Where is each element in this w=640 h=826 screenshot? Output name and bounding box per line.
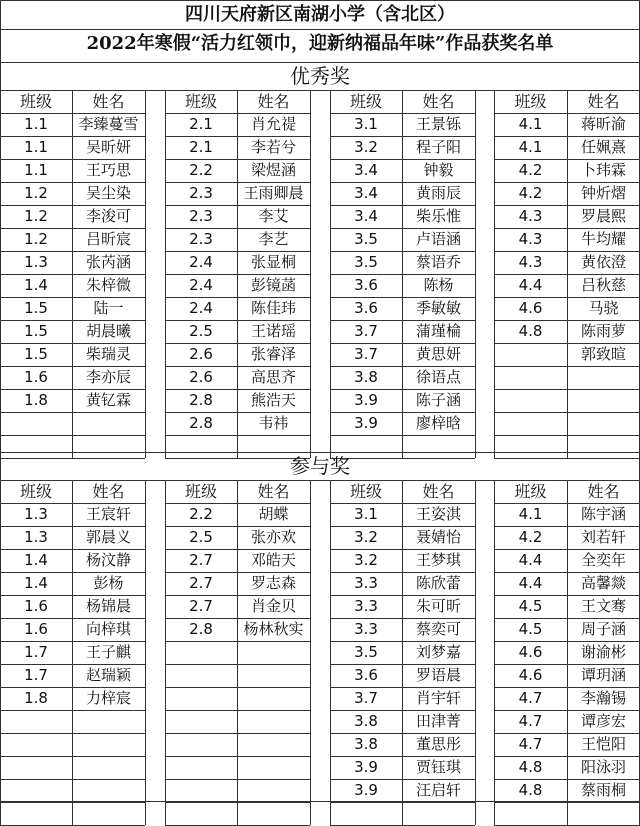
class-cell: 1.8 <box>24 689 48 707</box>
class-cell: 1.6 <box>24 620 48 638</box>
class-cell: 3.9 <box>354 781 378 799</box>
class-cell: 3.7 <box>354 689 378 707</box>
student-name-cell: 罗语晨 <box>415 666 461 684</box>
column-header-name: 姓名 <box>92 482 125 501</box>
class-cell: 2.5 <box>189 322 213 340</box>
class-cell: 3.7 <box>354 322 378 340</box>
class-cell: 1.4 <box>24 574 48 592</box>
grid-line <box>165 710 310 711</box>
grid-line <box>0 779 145 780</box>
student-name-cell: 胡晨曦 <box>85 322 131 340</box>
class-cell: 1.7 <box>24 666 48 684</box>
grid-line <box>494 366 640 367</box>
class-cell: 3.9 <box>354 391 378 409</box>
student-name-cell: 董思彤 <box>415 735 461 753</box>
student-name-cell: 谢渝彬 <box>580 643 626 661</box>
class-cell: 3.6 <box>354 276 378 294</box>
class-cell: 4.5 <box>518 597 543 615</box>
class-cell: 2.2 <box>189 161 213 179</box>
class-cell: 1.6 <box>24 368 48 386</box>
grid-line <box>165 779 310 780</box>
student-name-cell: 邓皓天 <box>250 551 296 569</box>
grid-line <box>165 435 310 436</box>
student-name-cell: 王宸轩 <box>85 505 131 523</box>
class-cell: 1.6 <box>24 597 48 615</box>
student-name-cell: 马骁 <box>588 299 619 317</box>
class-cell: 2.8 <box>189 414 213 432</box>
class-cell: 4.7 <box>518 712 543 730</box>
student-name-cell: 郭致暄 <box>580 345 626 363</box>
class-cell: 2.7 <box>189 597 213 615</box>
student-name-cell: 肖宇轩 <box>415 689 461 707</box>
class-cell: 4.8 <box>518 322 543 340</box>
grid-line <box>165 756 310 757</box>
column-header-class: 班级 <box>349 482 382 501</box>
student-name-cell: 朱梓微 <box>85 276 131 294</box>
class-cell: 2.4 <box>189 276 213 294</box>
grid-line <box>165 687 310 688</box>
student-name-cell: 刘梦嘉 <box>415 643 461 661</box>
student-name-cell: 全奕年 <box>580 551 626 569</box>
class-cell: 3.8 <box>354 368 378 386</box>
class-cell: 1.5 <box>24 345 48 363</box>
column-header-class: 班级 <box>184 482 217 501</box>
student-name-cell: 高馨燚 <box>580 574 626 592</box>
class-cell: 1.7 <box>24 643 48 661</box>
student-name-cell: 肖允禔 <box>250 115 296 133</box>
grid-line <box>0 756 145 757</box>
class-cell: 3.2 <box>354 551 378 569</box>
student-name-cell: 蒲瑾棆 <box>415 322 461 340</box>
class-cell: 1.5 <box>24 322 48 340</box>
student-name-cell: 谭玥涵 <box>580 666 626 684</box>
class-cell: 1.4 <box>24 276 48 294</box>
student-name-cell: 任姵熹 <box>580 138 626 156</box>
student-name-cell: 黄雨辰 <box>415 184 461 202</box>
student-name-cell: 韦祎 <box>258 414 289 432</box>
student-name-cell: 蔡雨桐 <box>580 781 626 799</box>
class-cell: 3.1 <box>354 115 378 133</box>
column-header-class: 班级 <box>514 482 547 501</box>
student-name-cell: 王梦琪 <box>415 551 461 569</box>
student-name-cell: 廖梓晗 <box>415 414 461 432</box>
grid-line <box>330 435 475 436</box>
student-name-cell: 柴乐惟 <box>415 207 461 225</box>
class-cell: 3.2 <box>354 528 378 546</box>
class-cell: 2.1 <box>189 115 213 133</box>
grid-line <box>165 664 310 665</box>
column-header-class: 班级 <box>514 92 547 111</box>
student-name-cell: 杨林秋实 <box>243 620 304 638</box>
class-cell: 2.8 <box>189 620 213 638</box>
class-cell: 2.6 <box>189 345 213 363</box>
class-cell: 4.3 <box>518 207 543 225</box>
grid-line <box>310 480 311 825</box>
student-name-cell: 罗晨熙 <box>580 207 626 225</box>
student-name-cell: 胡蝶 <box>258 505 289 523</box>
award-list-title: 2022年寒假“活力红领巾，迎新纳福品年味”作品获奖名单 <box>86 33 554 54</box>
class-cell: 3.9 <box>354 414 378 432</box>
class-cell <box>494 343 567 366</box>
grid-line <box>165 641 310 642</box>
student-name-cell: 钟炘熠 <box>580 184 626 202</box>
student-name-cell: 陈子涵 <box>415 391 461 409</box>
student-name-cell: 周子涵 <box>580 620 626 638</box>
student-name-cell: 柴瑞灵 <box>85 345 131 363</box>
class-cell: 1.3 <box>24 528 48 546</box>
student-name-cell: 卢语涵 <box>415 230 461 248</box>
class-cell: 2.4 <box>189 253 213 271</box>
class-cell: 3.3 <box>354 574 378 592</box>
student-name-cell: 王恺阳 <box>580 735 626 753</box>
class-cell: 4.7 <box>518 735 543 753</box>
student-name-cell: 季敏敏 <box>415 299 461 317</box>
student-name-cell: 蔡奕可 <box>415 620 461 638</box>
class-cell: 1.2 <box>24 230 48 248</box>
student-name-cell: 陈佳玮 <box>250 299 296 317</box>
student-name-cell: 朱可昕 <box>415 597 461 615</box>
student-name-cell: 吴尘染 <box>85 184 131 202</box>
class-cell: 3.7 <box>354 345 378 363</box>
class-cell: 3.5 <box>354 230 378 248</box>
grid-line <box>494 802 640 803</box>
class-cell: 1.2 <box>24 207 48 225</box>
student-name-cell: 李艺 <box>258 230 289 248</box>
class-cell: 3.6 <box>354 666 378 684</box>
class-cell: 2.3 <box>189 207 213 225</box>
class-cell: 4.3 <box>518 230 543 248</box>
grid-line <box>0 710 145 711</box>
student-name-cell: 聂婧怡 <box>415 528 461 546</box>
class-cell: 2.7 <box>189 551 213 569</box>
class-cell: 3.9 <box>354 758 378 776</box>
grid-line <box>330 802 475 803</box>
student-name-cell: 王雨卿晨 <box>243 184 304 202</box>
student-name-cell: 张显桐 <box>250 253 296 271</box>
class-cell: 3.4 <box>354 184 378 202</box>
class-cell: 2.2 <box>189 505 213 523</box>
class-cell: 1.1 <box>24 138 48 156</box>
student-name-cell: 郭晨义 <box>85 528 131 546</box>
student-name-cell: 梁煜涵 <box>250 161 296 179</box>
class-cell: 4.7 <box>518 689 543 707</box>
class-cell: 2.4 <box>189 299 213 317</box>
grid-line <box>145 90 146 458</box>
section-heading-0: 优秀奖 <box>290 64 350 88</box>
student-name-cell: 吴昕妍 <box>85 138 131 156</box>
student-name-cell: 阳泳羽 <box>580 758 626 776</box>
class-cell: 4.5 <box>518 620 543 638</box>
student-name-cell: 黄思妍 <box>415 345 461 363</box>
class-cell: 4.6 <box>518 643 543 661</box>
class-cell: 1.4 <box>24 551 48 569</box>
student-name-cell: 李浚可 <box>85 207 131 225</box>
class-cell: 3.1 <box>354 505 378 523</box>
grid-line <box>165 733 310 734</box>
class-cell: 1.1 <box>24 161 48 179</box>
class-cell: 3.6 <box>354 299 378 317</box>
student-name-cell: 王文骞 <box>580 597 626 615</box>
class-cell: 4.8 <box>518 758 543 776</box>
student-name-cell: 王诺瑶 <box>250 322 296 340</box>
student-name-cell: 刘若轩 <box>580 528 626 546</box>
student-name-cell: 卜玮霖 <box>580 161 626 179</box>
student-name-cell: 彭杨 <box>93 574 124 592</box>
student-name-cell: 陈宇涵 <box>580 505 626 523</box>
grid-line <box>475 90 476 458</box>
class-cell: 4.4 <box>518 551 543 569</box>
grid-line <box>0 412 145 413</box>
grid-line <box>145 480 146 825</box>
student-name-cell: 张芮涵 <box>85 253 131 271</box>
column-header-name: 姓名 <box>422 92 455 111</box>
student-name-cell: 王巧思 <box>85 161 131 179</box>
class-cell: 1.2 <box>24 184 48 202</box>
student-name-cell: 陆一 <box>93 299 124 317</box>
student-name-cell: 王姿淇 <box>415 505 461 523</box>
student-name-cell: 程子阳 <box>415 138 461 156</box>
class-cell: 4.1 <box>518 115 543 133</box>
student-name-cell: 谭彦宏 <box>580 712 626 730</box>
class-cell: 4.8 <box>518 781 543 799</box>
student-name-cell: 田津菁 <box>415 712 461 730</box>
grid-line <box>494 435 640 436</box>
class-cell: 3.8 <box>354 712 378 730</box>
class-cell: 4.4 <box>518 276 543 294</box>
column-header-name: 姓名 <box>587 482 620 501</box>
student-name-cell: 肖金贝 <box>250 597 296 615</box>
column-header-name: 姓名 <box>587 92 620 111</box>
student-name-cell: 陈杨 <box>423 276 454 294</box>
student-name-cell: 力梓宸 <box>85 689 131 707</box>
class-cell: 1.3 <box>24 505 48 523</box>
class-cell: 1.8 <box>24 391 48 409</box>
grid-line <box>494 389 640 390</box>
class-cell: 4.6 <box>518 666 543 684</box>
grid-line <box>0 435 145 436</box>
student-name-cell: 王子麒 <box>85 643 131 661</box>
column-header-name: 姓名 <box>257 482 290 501</box>
class-cell: 3.5 <box>354 253 378 271</box>
class-cell: 2.3 <box>189 230 213 248</box>
column-header-name: 姓名 <box>92 92 125 111</box>
column-header-class: 班级 <box>184 92 217 111</box>
student-name-cell: 高思齐 <box>250 368 296 386</box>
class-cell: 3.3 <box>354 620 378 638</box>
class-cell: 3.5 <box>354 643 378 661</box>
class-cell: 4.2 <box>518 528 543 546</box>
student-name-cell: 李亦辰 <box>85 368 131 386</box>
grid-line <box>0 733 145 734</box>
student-name-cell: 向梓琪 <box>85 620 131 638</box>
title-border-top <box>0 0 640 1</box>
student-name-cell: 贾钰琪 <box>415 758 461 776</box>
grid-line <box>475 480 476 825</box>
student-name-cell: 李若兮 <box>250 138 296 156</box>
student-name-cell: 李艾 <box>258 207 289 225</box>
student-name-cell: 黄钇霖 <box>85 391 131 409</box>
school-title: 四川天府新区南湖小学（含北区） <box>185 4 455 25</box>
class-cell: 2.6 <box>189 368 213 386</box>
section-heading-1: 参与奖 <box>290 454 350 478</box>
student-name-cell: 罗志森 <box>250 574 296 592</box>
student-name-cell: 蔡语乔 <box>415 253 461 271</box>
grid-line <box>494 412 640 413</box>
class-cell: 2.7 <box>189 574 213 592</box>
column-header-class: 班级 <box>349 92 382 111</box>
class-cell: 2.3 <box>189 184 213 202</box>
student-name-cell: 黄依澄 <box>580 253 626 271</box>
title-divider <box>0 29 640 30</box>
student-name-cell: 王景铄 <box>415 115 461 133</box>
column-header-name: 姓名 <box>422 482 455 501</box>
student-name-cell: 彭镜菡 <box>250 276 296 294</box>
class-cell: 4.1 <box>518 505 543 523</box>
student-name-cell: 熊浩天 <box>250 391 296 409</box>
class-cell: 4.3 <box>518 253 543 271</box>
class-cell: 4.2 <box>518 184 543 202</box>
student-name-cell: 吕秋慈 <box>580 276 626 294</box>
class-cell: 2.5 <box>189 528 213 546</box>
grid-line <box>310 90 311 458</box>
class-cell: 1.1 <box>24 115 48 133</box>
grid-line <box>165 802 310 803</box>
student-name-cell: 钟毅 <box>423 161 454 179</box>
column-header-class: 班级 <box>19 92 52 111</box>
student-name-cell: 汪启轩 <box>415 781 461 799</box>
student-name-cell: 李臻蔓雪 <box>78 115 139 133</box>
class-cell: 3.4 <box>354 207 378 225</box>
student-name-cell: 杨锦晨 <box>85 597 131 615</box>
student-name-cell: 蒋昕渝 <box>580 115 626 133</box>
grid-line <box>0 802 145 803</box>
column-header-name: 姓名 <box>257 92 290 111</box>
student-name-cell: 陈雨萝 <box>580 322 626 340</box>
class-cell: 3.8 <box>354 735 378 753</box>
student-name-cell: 赵瑞颖 <box>85 666 131 684</box>
class-cell: 1.3 <box>24 253 48 271</box>
class-cell: 4.2 <box>518 161 543 179</box>
class-cell: 4.1 <box>518 138 543 156</box>
class-cell: 2.8 <box>189 391 213 409</box>
class-cell: 4.6 <box>518 299 543 317</box>
class-cell: 1.5 <box>24 299 48 317</box>
class-cell: 4.4 <box>518 574 543 592</box>
student-name-cell: 杨汶静 <box>85 551 131 569</box>
student-name-cell: 李瀚锡 <box>580 689 626 707</box>
student-name-cell: 吕昕宸 <box>85 230 131 248</box>
student-name-cell: 牛均耀 <box>580 230 626 248</box>
student-name-cell: 徐语点 <box>415 368 461 386</box>
student-name-cell: 张睿泽 <box>250 345 296 363</box>
student-name-cell: 张亦欢 <box>250 528 296 546</box>
class-cell: 3.2 <box>354 138 378 156</box>
column-header-class: 班级 <box>19 482 52 501</box>
class-cell: 3.4 <box>354 161 378 179</box>
class-cell: 3.3 <box>354 597 378 615</box>
class-cell: 2.1 <box>189 138 213 156</box>
student-name-cell: 陈欣蕾 <box>415 574 461 592</box>
